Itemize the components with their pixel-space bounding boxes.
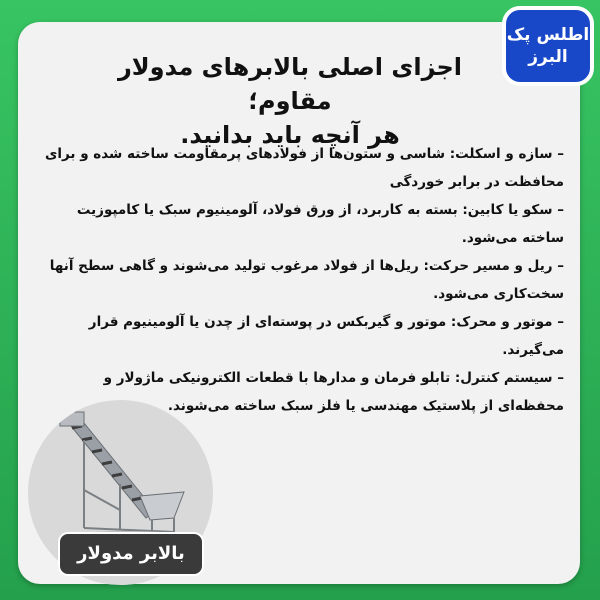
page-title <box>90 50 490 152</box>
image-label: بالابر مدولار <box>58 532 204 576</box>
title-line-1: اجزای اصلی بالابرهای مدولار مقاوم؛ <box>117 53 463 115</box>
list-item: – موتور و محرک: موتور و گیربکس در پوسته‌ای از چدن یا آلومینیوم قرار می‌گیرند. <box>88 314 564 358</box>
title-line-2: هر آنچه باید بدانید. <box>180 121 400 149</box>
list-item: – ریل و مسیر حرکت: ریل‌ها از فولاد مرغوب تولید می‌شوند و گاهی سطح آنها سخت‌کاری می‌شود. <box>49 258 564 302</box>
list-item: – سکو یا کابین: بسته به کاربرد، از ورق فولاد، آلومینیوم سبک یا کامپوزیت ساخته می‌شود. <box>76 202 564 246</box>
brand-location: البرز <box>528 47 568 67</box>
list-item: – سازه و اسکلت: شاسی و ستون‌ها از فولادهای پرمقاومت ساخته شده و برای محافظت در برابر خوردگی <box>45 146 564 190</box>
component-list <box>34 140 564 420</box>
list-item: – سیستم کنترل: تابلو فرمان و مدارها با قطعات الکترونیکی ماژولار و محفظه‌ای از پلاستیک مهندسی یا فلز سبک ساخته می‌شوند. <box>103 370 564 414</box>
brand-badge <box>502 6 594 86</box>
brand-name: اطلس پک <box>506 25 590 45</box>
